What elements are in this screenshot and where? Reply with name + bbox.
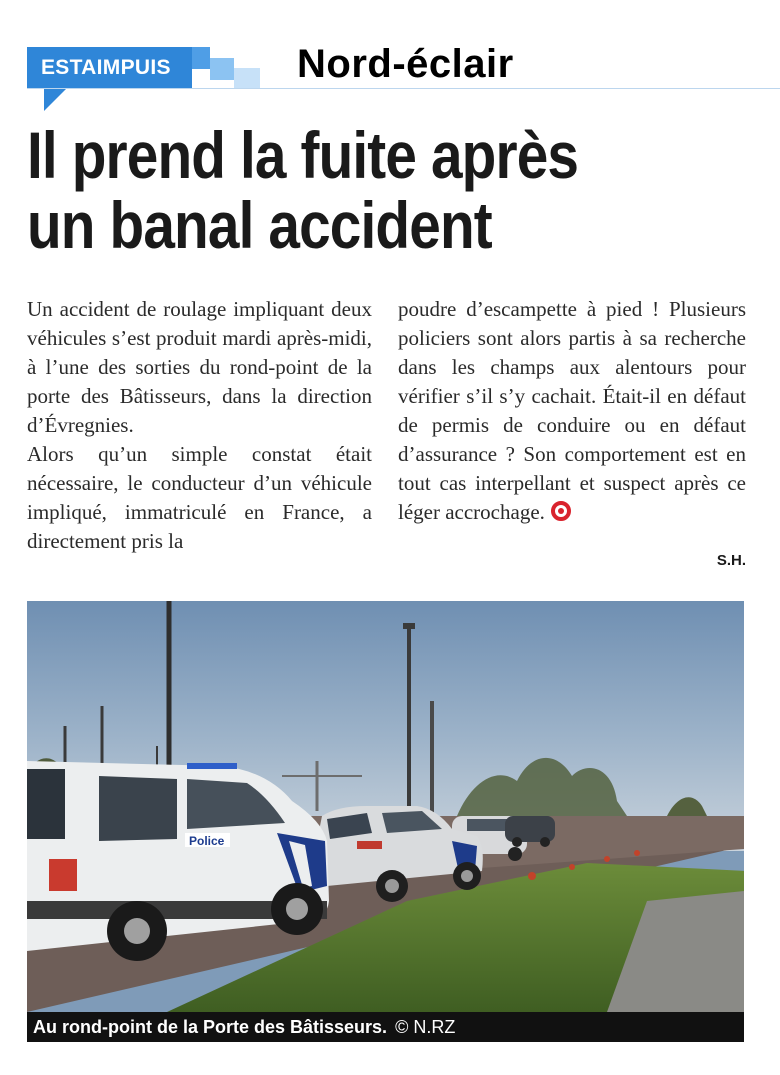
rubric-square-decoration	[192, 47, 210, 69]
rubric-square-decoration	[210, 58, 234, 80]
photo-caption: Au rond-point de la Porte des Bâtisseurs.	[33, 1017, 388, 1037]
section-rubric: ESTAIMPUIS	[27, 47, 192, 89]
paragraph: Alors qu’un simple constat était nécessaire, le conducteur d’un véhicule impliqué, immatriculé en France, a directement pris la	[27, 442, 372, 553]
photo-caption-bar	[27, 1012, 744, 1042]
author-signature: S.H.	[716, 552, 746, 569]
article-column-1	[27, 295, 372, 556]
paragraph-text: poudre d’escampette à pied ! Plusieurs policiers sont alors partis à sa recherche dans les champs aux alentours pour vérifier s’il s’y cachait. Était-il en défaut de permis de conduire ou en défaut d’assurance ? Son comportement est en tout cas interpellant et suspect après ce léger accrochage.	[398, 297, 746, 524]
headline-line-1: Il prend la fuite après	[27, 118, 579, 192]
header-divider	[27, 88, 780, 89]
newspaper-masthead: Nord-éclair	[297, 42, 514, 86]
article-column-2	[398, 295, 746, 527]
article-photo	[27, 601, 744, 1012]
headline-line-2: un banal accident	[27, 188, 492, 262]
photo-credit: © N.RZ	[395, 1017, 456, 1037]
paragraph: Un accident de roulage impliquant deux véhicules s’est produit mardi après-midi, à l’une des sorties du rond-point de la porte des Bâtisseurs, dans la direction d’Évregnies.	[27, 297, 372, 437]
article-headline	[27, 120, 663, 260]
end-of-article-icon	[551, 501, 571, 521]
rubric-tail-decoration	[44, 89, 66, 111]
rubric-square-decoration	[234, 68, 260, 89]
paragraph-end	[398, 295, 746, 527]
van-police-label: Police	[189, 834, 225, 848]
